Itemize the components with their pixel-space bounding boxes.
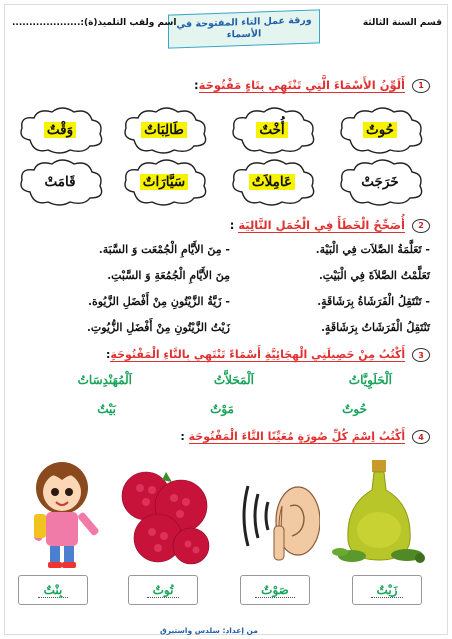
q3-title: 3 أَكْتُبُ مِنْ حَصِيلَتِي الْهِجَائِيَّةِ أَسْمَاءً تَنْتَهِي بِالتَّاءِ الْمَفْتُوحَةِ: xyxy=(106,348,430,362)
cloud-word: أُخْتٌ xyxy=(256,122,287,138)
q3-number: 3 xyxy=(412,348,430,362)
cloud-word: سَيَّارَاتٌ xyxy=(140,174,188,190)
cloud-word: حُوتٌ xyxy=(363,122,397,138)
q2-sentence-l1: - مِنَ الأَيَّامِ الْجُمْعَت وَ السَّبَة. xyxy=(98,243,230,256)
ear-sound-picture xyxy=(230,466,320,566)
word-cloud[interactable] xyxy=(336,106,424,154)
q3-answer-3: اَلْمُهَنْدِسَاتُ xyxy=(77,373,132,387)
word-cloud[interactable] xyxy=(120,106,208,154)
picture-label-1: زَيْتٌ xyxy=(352,575,422,605)
q2-sentence-r2: - تَنْتَقِلُ الْفَرَشَاةُ بِرَشَاقَةٍ. xyxy=(317,295,430,308)
cloud-word: وَقْتٌ xyxy=(44,122,76,138)
q3-answer-6: بَيْتٌ xyxy=(97,402,116,416)
q2-answer-l2: زَيْتُ الزَّيْتُونِ مِنْ أَفْضَلِ الزُّيُوتِ. xyxy=(87,321,230,334)
q4-title-text: أَكْتُبُ اِسْمَ كُلِّ صُورَةٍ مُعَيِّنًا التَّاءَ الْمَفْتُوحَة xyxy=(188,430,406,443)
q4-title: 4 أَكْتُبُ اِسْمَ كُلِّ صُورَةٍ مُعَيِّنًا التَّاءَ الْمَفْتُوحَة : xyxy=(180,430,430,444)
raspberry-picture xyxy=(116,466,216,571)
q2-answer-r2: تَنْتَقِلُ الْفَرَشَاتُ بِرَشَاقَةٍ. xyxy=(321,321,430,334)
picture-label-2: صَوْتٌ xyxy=(240,575,310,605)
worksheet-title-text: ورقة عمل التاء المفتوحة في الأسماء xyxy=(176,14,312,41)
q1-title-text: أَلَوِّنُ الأَسْمَاءَ الَّتِي تَنْتَهِي بِتَاءٍ مَفْتُوحَة xyxy=(198,78,405,92)
word-cloud[interactable] xyxy=(336,158,424,206)
q3-answer-5: مَوْتٌ xyxy=(210,402,234,416)
q4-number: 4 xyxy=(412,430,430,444)
q3-answer-1: اَلْحَلَوِيَّاتُ xyxy=(348,373,392,387)
picture-label-3: تُوتٌ xyxy=(128,575,198,605)
olive-oil-picture xyxy=(332,460,432,565)
word-cloud[interactable] xyxy=(16,158,104,206)
q3-title-text: أَكْتُبُ مِنْ حَصِيلَتِي الْهِجَائِيَّةِ أَسْمَاءً تَنْتَهِي بِالتَّاءِ الْمَفْتُوحَةِ xyxy=(110,348,406,361)
class-label: قسم السنة الثالثة xyxy=(362,18,442,28)
q2-title: 2 أُصَحِّحُ الْخَطَأَ فِي الْجُمَلِ التَّالِيَة : xyxy=(230,218,430,233)
q1-title: 1 أَلَوِّنُ الأَسْمَاءَ الَّتِي تَنْتَهِي بِتَاءٍ مَفْتُوحَة: xyxy=(194,78,430,93)
q3-answer-4: حُوتٌ xyxy=(342,402,367,416)
cloud-word: خَرَجَتْ xyxy=(361,174,399,190)
cloud-word: طَالِبَاتٌ xyxy=(141,122,187,138)
q2-sentence-r1: - تَعَلَّمَةُ الصَّلاَت فِي الْبَيْة. xyxy=(315,243,430,256)
word-cloud[interactable] xyxy=(120,158,208,206)
cloud-word: قَامَتْ xyxy=(44,174,76,190)
student-name-field: اسم ولقب التلميذ(ة):.................... xyxy=(12,18,177,28)
q2-number: 2 xyxy=(412,219,430,233)
q3-answer-2: اَلْمَحَلاَّتُ xyxy=(213,373,254,387)
cloud-word: عَامِلاَتٌ xyxy=(249,174,295,190)
word-cloud[interactable] xyxy=(228,158,316,206)
q2-sentence-l2: - زَيَّةُ الزَّيْتُونِ مِنْ أَفْضَلِ الزَّيُوة. xyxy=(88,295,230,308)
q2-title-text: أُصَحِّحُ الْخَطَأَ فِي الْجُمَلِ التَّالِيَة xyxy=(238,218,405,232)
q2-answer-r1: تَعَلَّمْتُ الصَّلاَةَ فِي الْبَيْتِ. xyxy=(318,269,430,282)
word-cloud[interactable] xyxy=(16,106,104,154)
q1-number: 1 xyxy=(412,79,430,93)
word-cloud[interactable] xyxy=(228,106,316,154)
picture-label-4: بِنْتٌ xyxy=(18,575,88,605)
footer-author: من إعداد: سلدس واستبرق xyxy=(160,626,258,635)
q2-answer-l1: مِنَ الأَيَّامِ الْجُمُعَةِ وَ السَّبْتِ. xyxy=(107,269,230,282)
girl-picture xyxy=(20,456,104,574)
worksheet-title xyxy=(168,9,320,48)
